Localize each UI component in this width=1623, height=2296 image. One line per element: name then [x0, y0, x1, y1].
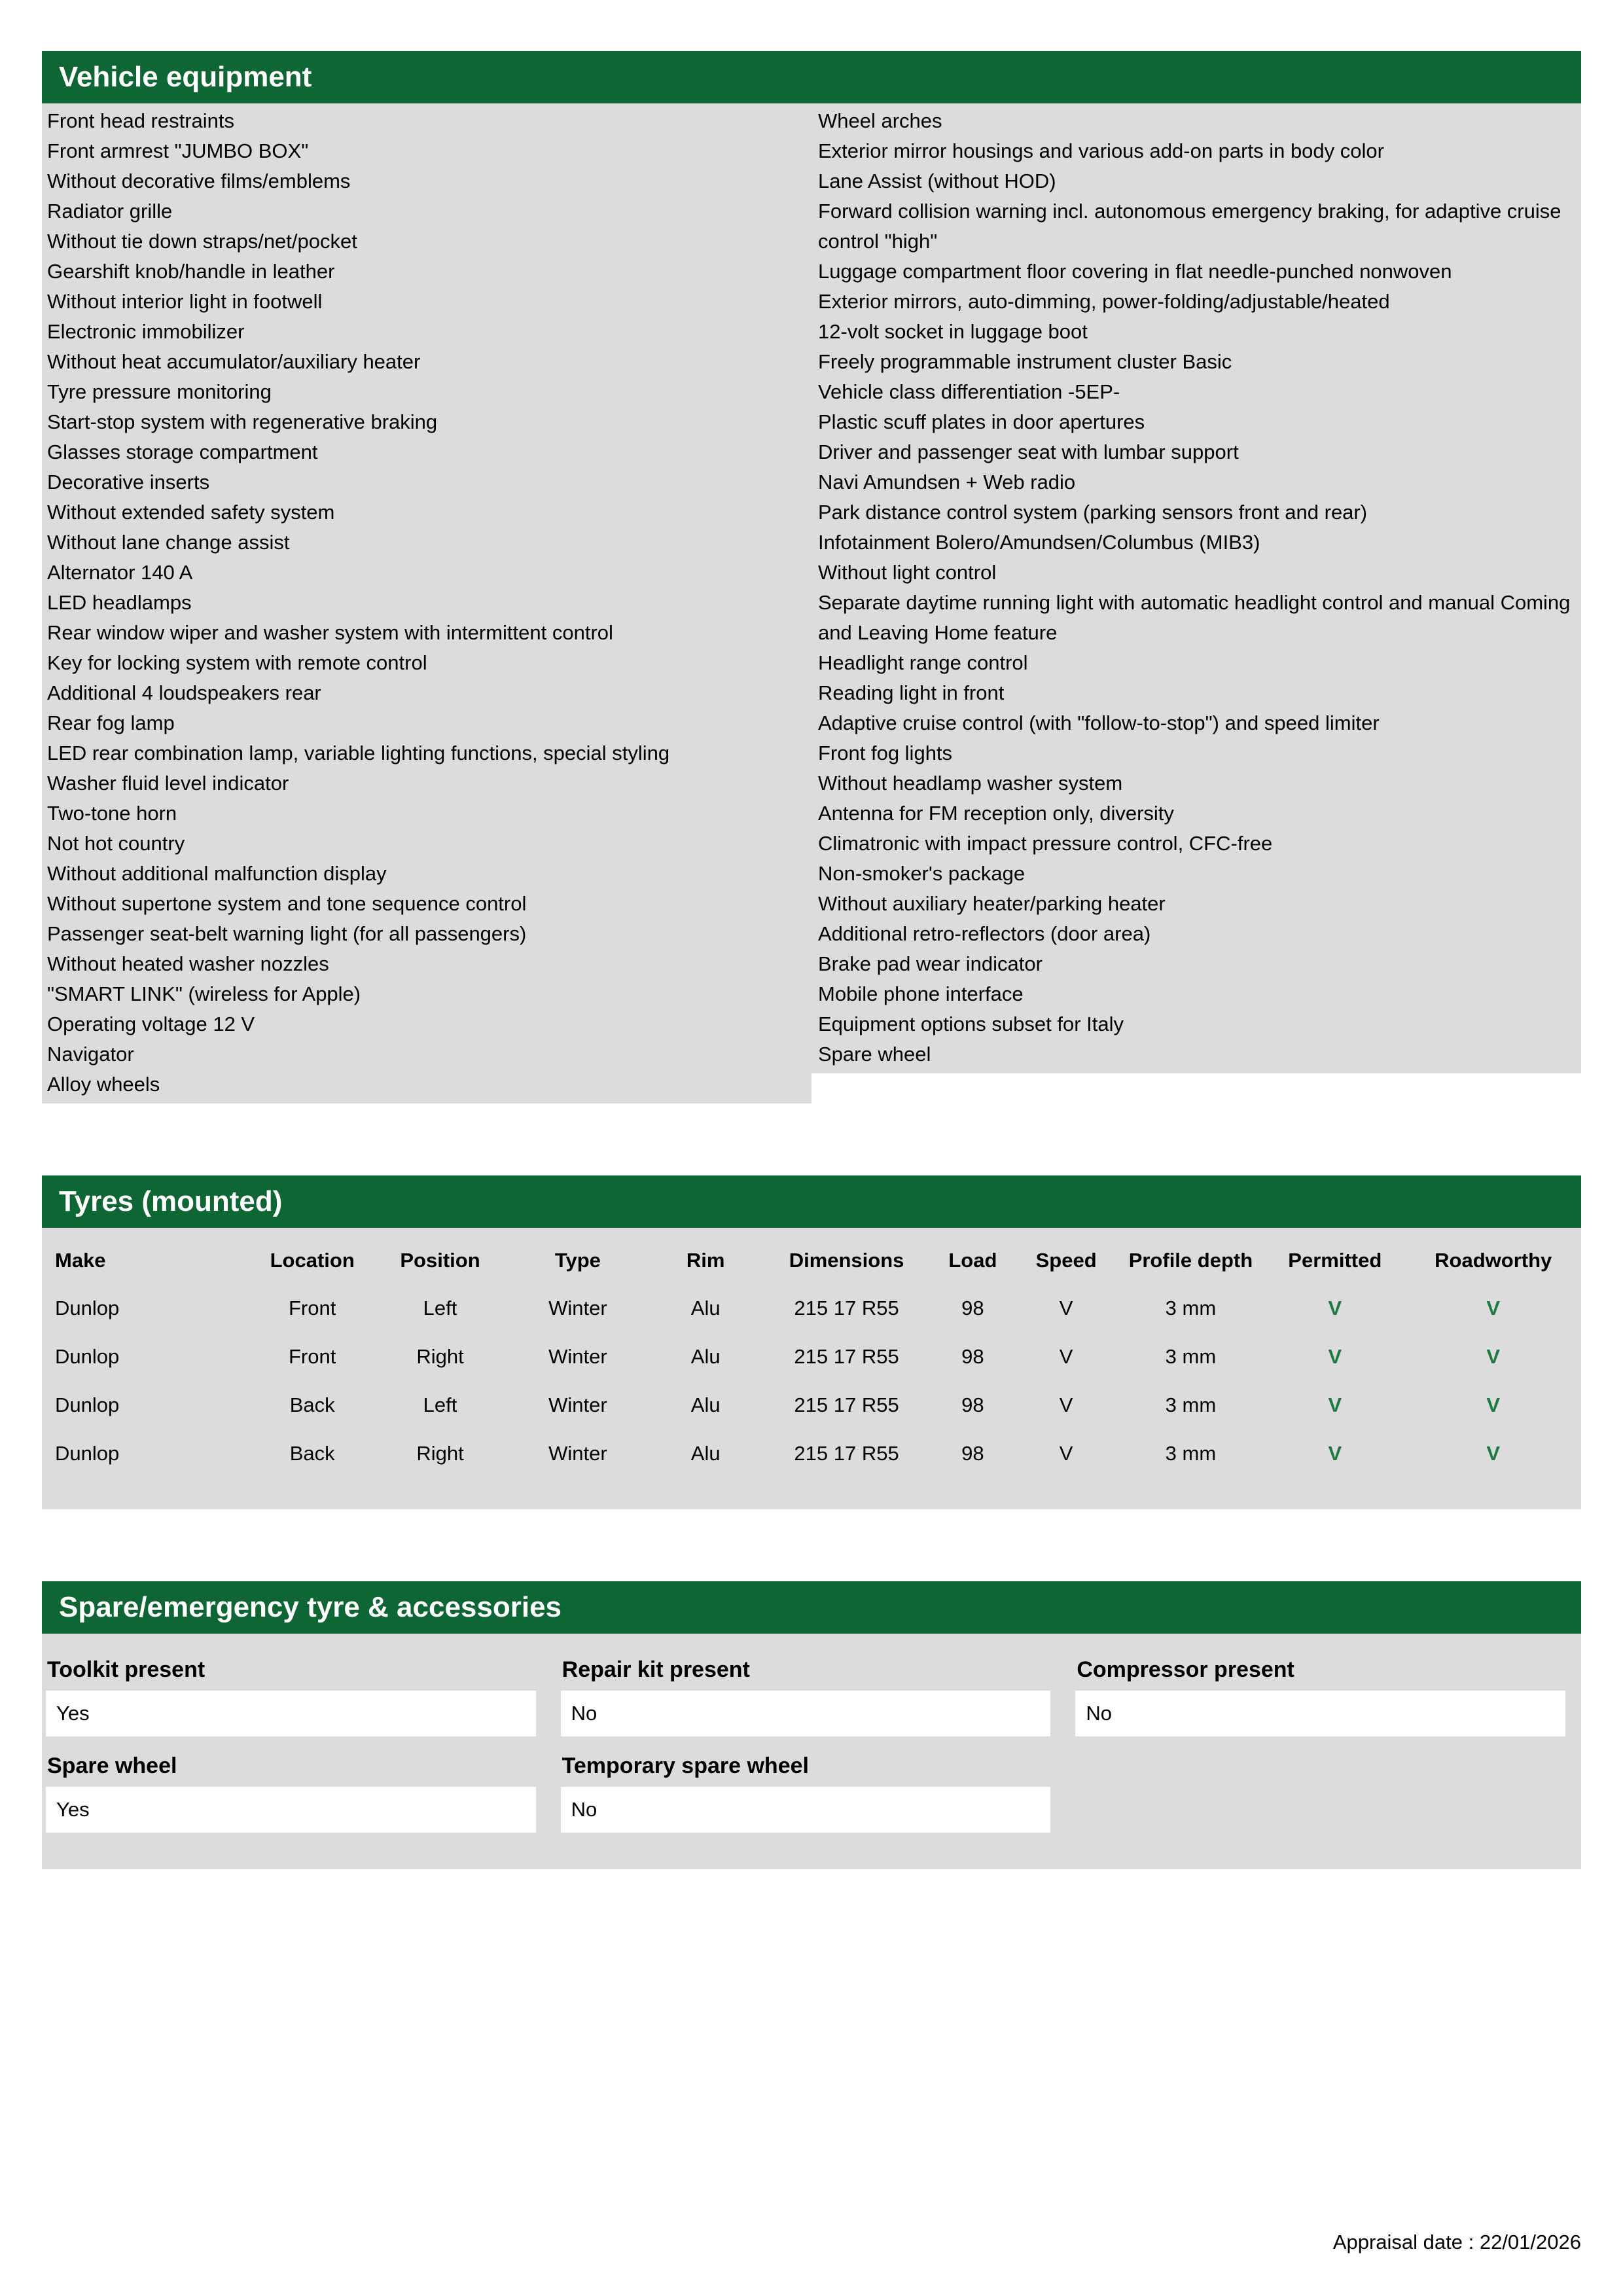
tyres-cell-dimensions: 215 17 R55 — [794, 1442, 899, 1465]
tyres-cell-speed: V — [1059, 1297, 1073, 1319]
tyres-column-header: Profile depth — [1128, 1249, 1253, 1272]
tyres-cell-position: Left — [423, 1393, 457, 1416]
equipment-item: Without tie down straps/net/pocket — [47, 230, 357, 253]
tyres-cell-permitted: V — [1328, 1442, 1342, 1465]
equipment-item: Brake pad wear indicator — [818, 952, 1043, 975]
tyres-cell-profile_depth: 3 mm — [1165, 1393, 1217, 1416]
tyres-cell-roadworthy: V — [1486, 1345, 1501, 1368]
tyres-column-header: Position — [400, 1249, 480, 1272]
equipment-left-list — [42, 103, 812, 1103]
tyres-cell-permitted: V — [1328, 1393, 1342, 1416]
equipment-lists — [42, 103, 1581, 1103]
equipment-item: "SMART LINK" (wireless for Apple) — [47, 982, 361, 1005]
tyres-cell-type: Winter — [548, 1442, 607, 1465]
equipment-item: Alloy wheels — [47, 1073, 160, 1096]
spare-header — [42, 1581, 1581, 1634]
equipment-right-list — [812, 103, 1581, 1073]
equipment-item: Front fog lights — [818, 742, 953, 764]
spare-field-value: Yes — [46, 1787, 536, 1833]
equipment-item: Front armrest "JUMBO BOX" — [47, 139, 309, 162]
tyres-cell-speed: V — [1059, 1345, 1073, 1368]
tyres-header-row — [42, 1228, 1581, 1284]
tyres-cell-position: Right — [416, 1345, 464, 1368]
equipment-item: Non-smoker's package — [818, 862, 1026, 885]
equipment-item: Navi Amundsen + Web radio — [818, 471, 1076, 493]
equipment-item: Without heat accumulator/auxiliary heater — [47, 350, 421, 373]
equipment-item: Mobile phone interface — [818, 982, 1024, 1005]
equipment-item: Glasses storage compartment — [47, 440, 318, 463]
tyres-cell-location: Front — [289, 1345, 336, 1368]
equipment-item: Equipment options subset for Italy — [818, 1013, 1124, 1035]
tyres-column-header: Speed — [1035, 1249, 1097, 1272]
equipment-item: Headlight range control — [818, 651, 1028, 674]
tyres-row — [42, 1429, 1581, 1478]
equipment-item: Climatronic with impact pressure control, CFC-free — [818, 832, 1273, 855]
tyres-cell-profile_depth: 3 mm — [1165, 1297, 1217, 1319]
tyres-cell-profile_depth: 3 mm — [1165, 1442, 1217, 1465]
tyres-cell-type: Winter — [548, 1393, 607, 1416]
spare-field-value: Yes — [46, 1691, 536, 1736]
spare-field-value: No — [1075, 1691, 1565, 1736]
tyres-cell-load: 98 — [961, 1393, 984, 1416]
equipment-item: Navigator — [47, 1043, 134, 1066]
equipment-item: Decorative inserts — [47, 471, 210, 493]
tyres-column-header: Roadworthy — [1435, 1249, 1552, 1272]
spare-field-label: Toolkit present — [47, 1657, 205, 1682]
spare-field — [561, 1657, 1051, 1736]
tyres-column-header: Rim — [686, 1249, 725, 1272]
equipment-item: Driver and passenger seat with lumbar support — [818, 440, 1239, 463]
equipment-section — [42, 51, 1581, 1103]
spare-field — [46, 1753, 536, 1833]
equipment-item: Without interior light in footwell — [47, 290, 323, 313]
tyres-cell-make: Dunlop — [55, 1442, 120, 1465]
tyres-cell-profile_depth: 3 mm — [1165, 1345, 1217, 1368]
equipment-item: Exterior mirror housings and various add-on parts in body color — [818, 139, 1384, 162]
tyres-cell-permitted: V — [1328, 1297, 1342, 1319]
equipment-item: Park distance control system (parking sensors front and rear) — [818, 501, 1368, 524]
tyres-column-header: Type — [554, 1249, 601, 1272]
tyres-row — [42, 1381, 1581, 1429]
equipment-item: Two-tone horn — [47, 802, 177, 825]
equipment-item: Not hot country — [47, 832, 185, 855]
equipment-header — [42, 51, 1581, 103]
tyres-title: Tyres (mounted) — [59, 1185, 283, 1217]
equipment-item: Without heated washer nozzles — [47, 952, 329, 975]
equipment-item: Antenna for FM reception only, diversity — [818, 802, 1174, 825]
equipment-item: Vehicle class differentiation -5EP- — [818, 380, 1120, 403]
equipment-item: Key for locking system with remote control — [47, 651, 427, 674]
equipment-item: Adaptive cruise control (with "follow-to-stop") and speed limiter — [818, 711, 1380, 734]
equipment-item: 12-volt socket in luggage boot — [818, 320, 1088, 343]
equipment-item: Without supertone system and tone sequence control — [47, 892, 527, 915]
tyres-cell-rim: Alu — [690, 1442, 721, 1465]
tyres-cell-dimensions: 215 17 R55 — [794, 1297, 899, 1319]
equipment-item: Electronic immobilizer — [47, 320, 245, 343]
tyres-cell-type: Winter — [548, 1297, 607, 1319]
spare-field-value: No — [561, 1691, 1051, 1736]
equipment-item: Without extended safety system — [47, 501, 335, 524]
equipment-item: Without decorative films/emblems — [47, 170, 351, 192]
spare-field-label: Repair kit present — [562, 1657, 750, 1682]
spare-fields-grid — [42, 1634, 1581, 1869]
equipment-item: Alternator 140 A — [47, 561, 193, 584]
tyres-column-header: Make — [55, 1249, 106, 1272]
equipment-item: Rear window wiper and washer system with intermittent control — [47, 621, 613, 644]
equipment-item: Infotainment Bolero/Amundsen/Columbus (MIB3) — [818, 531, 1260, 554]
spare-field-label: Temporary spare wheel — [562, 1753, 809, 1778]
equipment-item: Without additional malfunction display — [47, 862, 387, 885]
equipment-item: Rear fog lamp — [47, 711, 175, 734]
tyres-cell-speed: V — [1059, 1442, 1073, 1465]
tyres-cell-rim: Alu — [690, 1297, 721, 1319]
equipment-item: Lane Assist (without HOD) — [818, 170, 1056, 192]
spare-title: Spare/emergency tyre & accessories — [59, 1591, 562, 1623]
tyres-cell-rim: Alu — [690, 1345, 721, 1368]
equipment-item: LED rear combination lamp, variable lighting functions, special styling — [47, 742, 670, 764]
tyres-cell-make: Dunlop — [55, 1393, 120, 1416]
tyres-cell-permitted: V — [1328, 1345, 1342, 1368]
tyres-cell-make: Dunlop — [55, 1345, 120, 1368]
equipment-item: Spare wheel — [818, 1043, 931, 1066]
tyres-cell-make: Dunlop — [55, 1297, 120, 1319]
equipment-item: Forward collision warning incl. autonomous emergency braking, for adaptive cruise control "high" — [818, 200, 1561, 253]
tyres-column-header: Dimensions — [789, 1249, 904, 1272]
tyres-row — [42, 1284, 1581, 1333]
tyres-cell-position: Right — [416, 1442, 464, 1465]
spare-field-value: No — [561, 1787, 1051, 1833]
equipment-item: Without lane change assist — [47, 531, 290, 554]
tyres-cell-dimensions: 215 17 R55 — [794, 1345, 899, 1368]
equipment-item: Freely programmable instrument cluster Basic — [818, 350, 1232, 373]
tyres-cell-load: 98 — [961, 1345, 984, 1368]
tyres-cell-type: Winter — [548, 1345, 607, 1368]
spare-field — [46, 1657, 536, 1736]
equipment-item: Tyre pressure monitoring — [47, 380, 272, 403]
equipment-item: Additional retro-reflectors (door area) — [818, 922, 1151, 945]
equipment-item: Reading light in front — [818, 681, 1005, 704]
tyres-cell-location: Back — [289, 1393, 335, 1416]
equipment-item: Without light control — [818, 561, 997, 584]
tyres-cell-load: 98 — [961, 1442, 984, 1465]
spare-field — [1075, 1657, 1565, 1736]
tyres-cell-position: Left — [423, 1297, 457, 1319]
equipment-item: Separate daytime running light with automatic headlight control and manual Coming and Leaving Home feature — [818, 591, 1571, 644]
tyres-section — [42, 1175, 1581, 1509]
equipment-item: Exterior mirrors, auto-dimming, power-folding/adjustable/heated — [818, 290, 1390, 313]
tyres-panel — [42, 1228, 1581, 1509]
tyres-cell-location: Back — [289, 1442, 335, 1465]
equipment-item: LED headlamps — [47, 591, 192, 614]
tyres-cell-dimensions: 215 17 R55 — [794, 1393, 899, 1416]
spare-section — [42, 1581, 1581, 1869]
tyres-cell-speed: V — [1059, 1393, 1073, 1416]
tyres-cell-roadworthy: V — [1486, 1393, 1501, 1416]
equipment-item: Wheel arches — [818, 109, 942, 132]
equipment-item: Luggage compartment floor covering in flat needle-punched nonwoven — [818, 260, 1452, 283]
tyres-cell-roadworthy: V — [1486, 1297, 1501, 1319]
tyres-row — [42, 1333, 1581, 1381]
equipment-item: Additional 4 loudspeakers rear — [47, 681, 321, 704]
equipment-item: Front head restraints — [47, 109, 235, 132]
tyres-body — [42, 1284, 1581, 1478]
equipment-item: Operating voltage 12 V — [47, 1013, 255, 1035]
tyres-column-header: Permitted — [1288, 1249, 1382, 1272]
spare-field — [561, 1753, 1051, 1833]
equipment-item: Without auxiliary heater/parking heater — [818, 892, 1166, 915]
equipment-item: Radiator grille — [47, 200, 173, 223]
tyres-column-header: Location — [270, 1249, 355, 1272]
tyres-table — [42, 1228, 1581, 1478]
equipment-item: Gearshift knob/handle in leather — [47, 260, 335, 283]
tyres-cell-load: 98 — [961, 1297, 984, 1319]
tyres-column-header: Load — [948, 1249, 997, 1272]
equipment-item: Plastic scuff plates in door apertures — [818, 410, 1145, 433]
spare-field-label: Compressor present — [1077, 1657, 1294, 1682]
spare-field-label: Spare wheel — [47, 1753, 177, 1778]
equipment-item: Without headlamp washer system — [818, 772, 1123, 795]
appraisal-date: Appraisal date : 22/01/2026 — [1332, 2231, 1581, 2253]
equipment-item: Washer fluid level indicator — [47, 772, 289, 795]
equipment-item: Start-stop system with regenerative braking — [47, 410, 438, 433]
equipment-item: Passenger seat-belt warning light (for all passengers) — [47, 922, 527, 945]
tyres-cell-roadworthy: V — [1486, 1442, 1501, 1465]
tyres-header — [42, 1175, 1581, 1228]
tyres-cell-location: Front — [289, 1297, 336, 1319]
tyres-cell-rim: Alu — [690, 1393, 721, 1416]
equipment-title: Vehicle equipment — [59, 61, 312, 93]
